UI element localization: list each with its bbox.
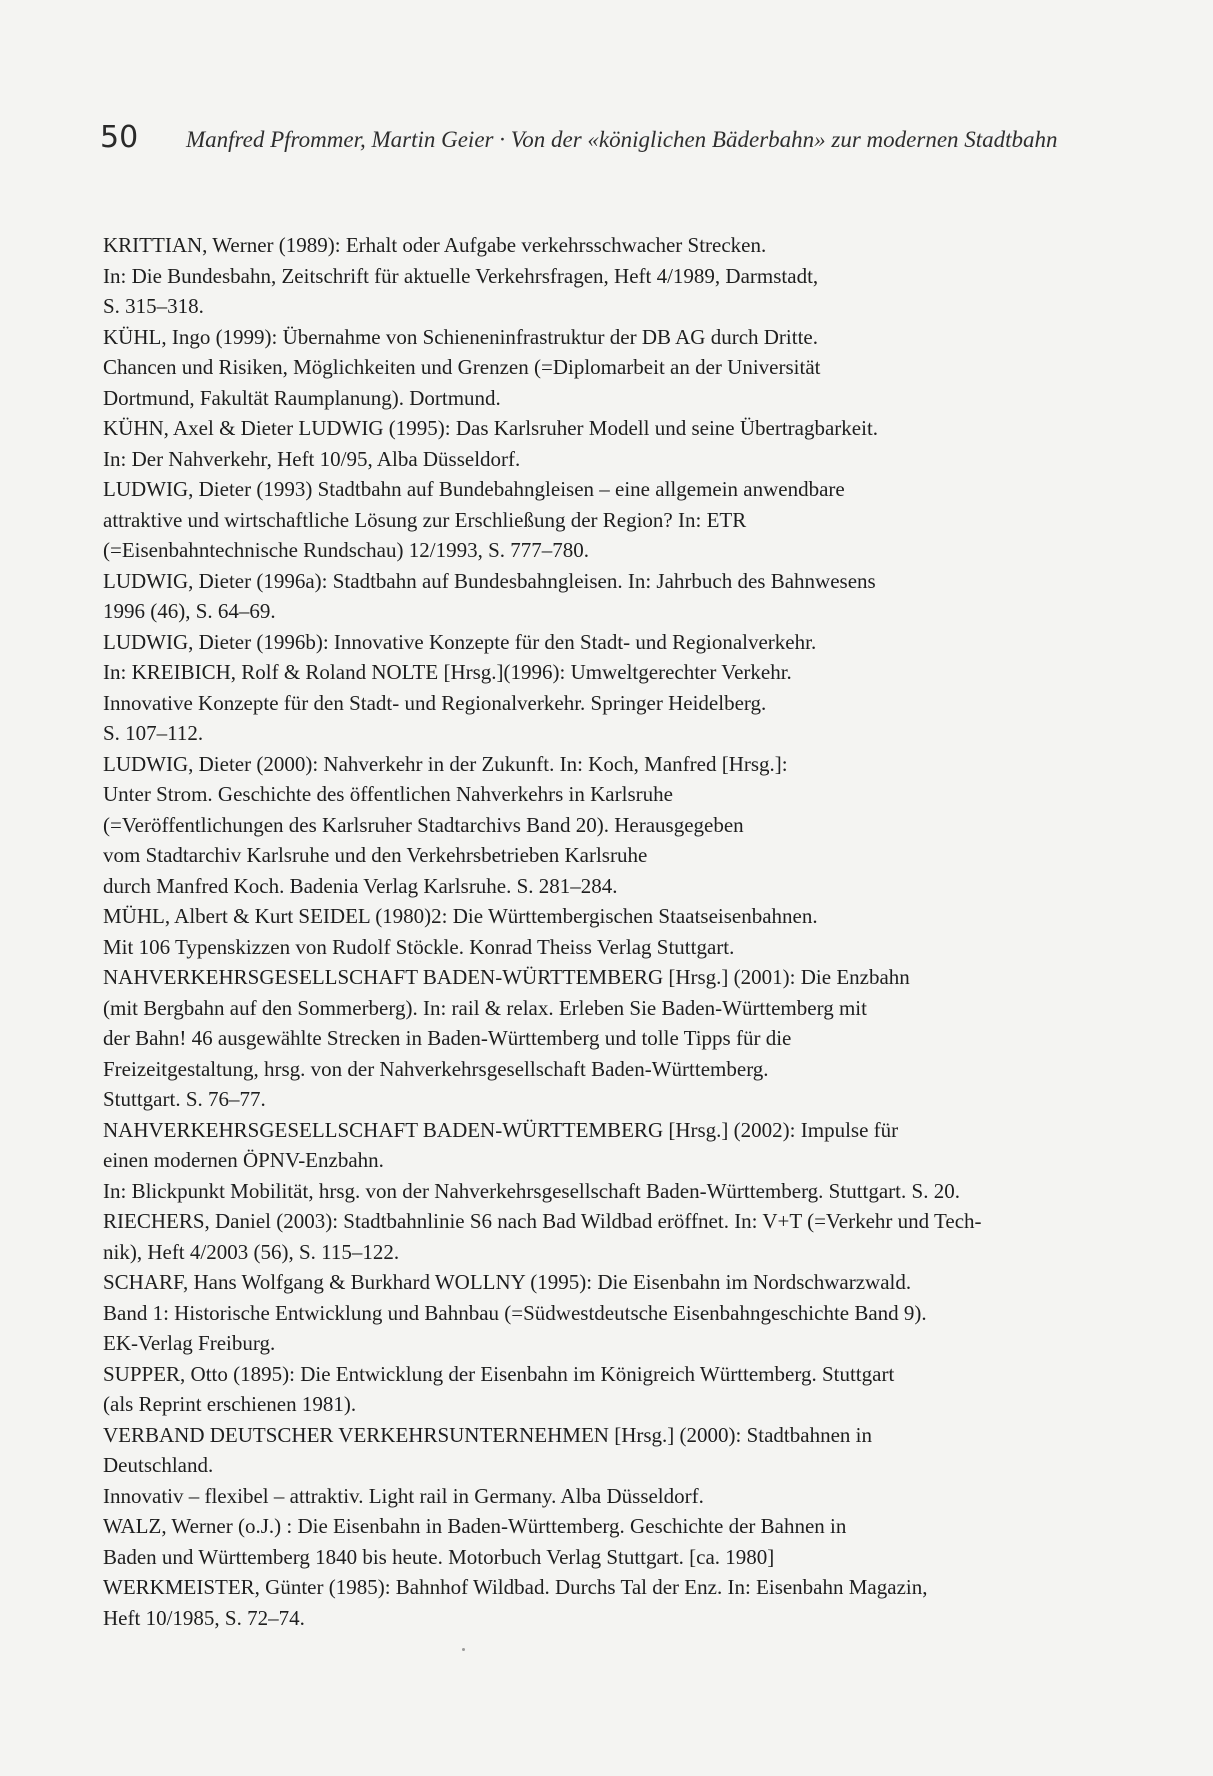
bib-line: Innovativ – flexibel – attraktiv. Light rail in Germany. Alba Düsseldorf. xyxy=(103,1483,704,1508)
ink-speck xyxy=(462,1648,465,1651)
bib-line: der Bahn! 46 ausgewählte Strecken in Baden-Württemberg und tolle Tipps für die xyxy=(103,1026,792,1050)
bib-line: WERKMEISTER, Günter (1985): Bahnhof Wildbad. Durchs Tal der Enz. In: Eisenbahn Magazin, xyxy=(103,1575,928,1599)
bib-line: Baden und Württemberg 1840 bis heute. Motorbuch Verlag Stuttgart. [ca. 1980] xyxy=(103,1544,775,1569)
bib-line: Unter Strom. Geschichte des öffentlichen Nahverkehrs in Karlsruhe xyxy=(103,782,673,806)
bib-line: (=Veröffentlichungen des Karlsruher Stadtarchivs Band 20). Herausgegeben xyxy=(103,812,744,837)
bib-line: Heft 10/1985, S. 72–74. xyxy=(103,1605,305,1630)
bib-line: EK-Verlag Freiburg. xyxy=(103,1331,276,1355)
running-head-title: Manfred Pfrommer, Martin Geier · Von der «königlichen Bäderbahn» zur modernen Stadtbahn xyxy=(186,127,1058,152)
bib-line: (mit Bergbahn auf den Sommerberg). In: rail & relax. Erleben Sie Baden-Württemberg mit xyxy=(103,995,867,1020)
bib-line: (als Reprint erschienen 1981). xyxy=(103,1392,357,1416)
bib-line: MÜHL, Albert & Kurt SEIDEL (1980)2: Die Württembergischen Staatseisenbahnen. xyxy=(103,904,818,928)
bib-line: In: KREIBICH, Rolf & Roland NOLTE [Hrsg.](1996): Umweltgerechter Verkehr. xyxy=(103,660,792,684)
bib-line: NAHVERKEHRSGESELLSCHAFT BADEN-WÜRTTEMBERG [Hrsg.] (2001): Die Enzbahn xyxy=(103,965,910,989)
bib-line: Freizeitgestaltung, hrsg. von der Nahverkehrsgesellschaft Baden-Württemberg. xyxy=(103,1056,769,1081)
bib-line: durch Manfred Koch. Badenia Verlag Karlsruhe. S. 281–284. xyxy=(103,873,618,898)
bib-line: SCHARF, Hans Wolfgang & Burkhard WOLLNY (1995): Die Eisenbahn im Nordschwarzwald. xyxy=(103,1270,912,1294)
bib-line: In: Blickpunkt Mobilität, hrsg. von der Nahverkehrsgesellschaft Baden-Württemberg. Stuttgart. S. 20. xyxy=(103,1178,960,1203)
bib-line: Band 1: Historische Entwicklung und Bahnbau (=Südwestdeutsche Eisenbahngeschichte Band 9). xyxy=(103,1300,927,1325)
bib-line: Stuttgart. S. 76–77. xyxy=(103,1087,266,1111)
bib-line: In: Die Bundesbahn, Zeitschrift für aktuelle Verkehrsfragen, Heft 4/1989, Darmstadt, xyxy=(103,263,819,288)
bib-line: vom Stadtarchiv Karlsruhe und den Verkehrsbetrieben Karlsruhe xyxy=(103,843,648,867)
page-number: 50 xyxy=(100,120,139,155)
bib-line: S. 315–318. xyxy=(103,294,204,318)
bib-line: 1996 (46), S. 64–69. xyxy=(103,599,276,623)
bib-line: SUPPER, Otto (1895): Die Entwicklung der Eisenbahn im Königreich Württemberg. Stuttgart xyxy=(103,1361,895,1386)
bib-line: KRITTIAN, Werner (1989): Erhalt oder Aufgabe verkehrsschwacher Strecken. xyxy=(103,233,767,257)
bib-line: In: Der Nahverkehr, Heft 10/95, Alba Düsseldorf. xyxy=(103,446,521,471)
bib-line: einen modernen ÖPNV-Enzbahn. xyxy=(103,1148,384,1172)
bib-line: S. 107–112. xyxy=(103,721,204,745)
bib-line: KÜHN, Axel & Dieter LUDWIG (1995): Das Karlsruher Modell und seine Übertragbarkeit. xyxy=(103,416,879,440)
bib-line: LUDWIG, Dieter (2000): Nahverkehr in der Zukunft. In: Koch, Manfred [Hrsg.]: xyxy=(103,751,788,776)
bib-line: Chancen und Risiken, Möglichkeiten und Grenzen (=Diplomarbeit an der Universität xyxy=(103,355,821,379)
bib-line: KÜHL, Ingo (1999): Übernahme von Schieneninfrastruktur der DB AG durch Dritte. xyxy=(103,324,818,349)
bib-line: NAHVERKEHRSGESELLSCHAFT BADEN-WÜRTTEMBERG [Hrsg.] (2002): Impulse für xyxy=(103,1117,899,1142)
bib-line: LUDWIG, Dieter (1996a): Stadtbahn auf Bundesbahngleisen. In: Jahrbuch des Bahnwesens xyxy=(103,568,876,593)
bib-line: Dortmund, Fakultät Raumplanung). Dortmund. xyxy=(103,385,501,410)
bib-line: Deutschland. xyxy=(103,1453,214,1477)
bib-line: Innovative Konzepte für den Stadt- und Regionalverkehr. Springer Heidelberg. xyxy=(103,690,767,715)
bibliography xyxy=(103,230,1143,1633)
bib-line: LUDWIG, Dieter (1993) Stadtbahn auf Bundebahngleisen – eine allgemein anwendbare xyxy=(103,477,845,501)
bib-line: nik), Heft 4/2003 (56), S. 115–122. xyxy=(103,1239,400,1264)
bib-line: WALZ, Werner (o.J.) : Die Eisenbahn in Baden-Württemberg. Geschichte der Bahnen in xyxy=(103,1514,847,1538)
running-head xyxy=(100,118,1130,158)
bib-line: VERBAND DEUTSCHER VERKEHRSUNTERNEHMEN [Hrsg.] (2000): Stadtbahnen in xyxy=(103,1422,872,1447)
bib-line: Mit 106 Typenskizzen von Rudolf Stöckle. Konrad Theiss Verlag Stuttgart. xyxy=(103,934,735,959)
bib-line: attraktive und wirtschaftliche Lösung zur Erschließung der Region? In: ETR xyxy=(103,507,747,532)
bib-line: (=Eisenbahntechnische Rundschau) 12/1993, S. 777–780. xyxy=(103,538,590,562)
bib-line: LUDWIG, Dieter (1996b): Innovative Konzepte für den Stadt- und Regionalverkehr. xyxy=(103,629,817,654)
bib-line: RIECHERS, Daniel (2003): Stadtbahnlinie S6 nach Bad Wildbad eröffnet. In: V+T (=Verkehr und Tech- xyxy=(103,1209,982,1233)
